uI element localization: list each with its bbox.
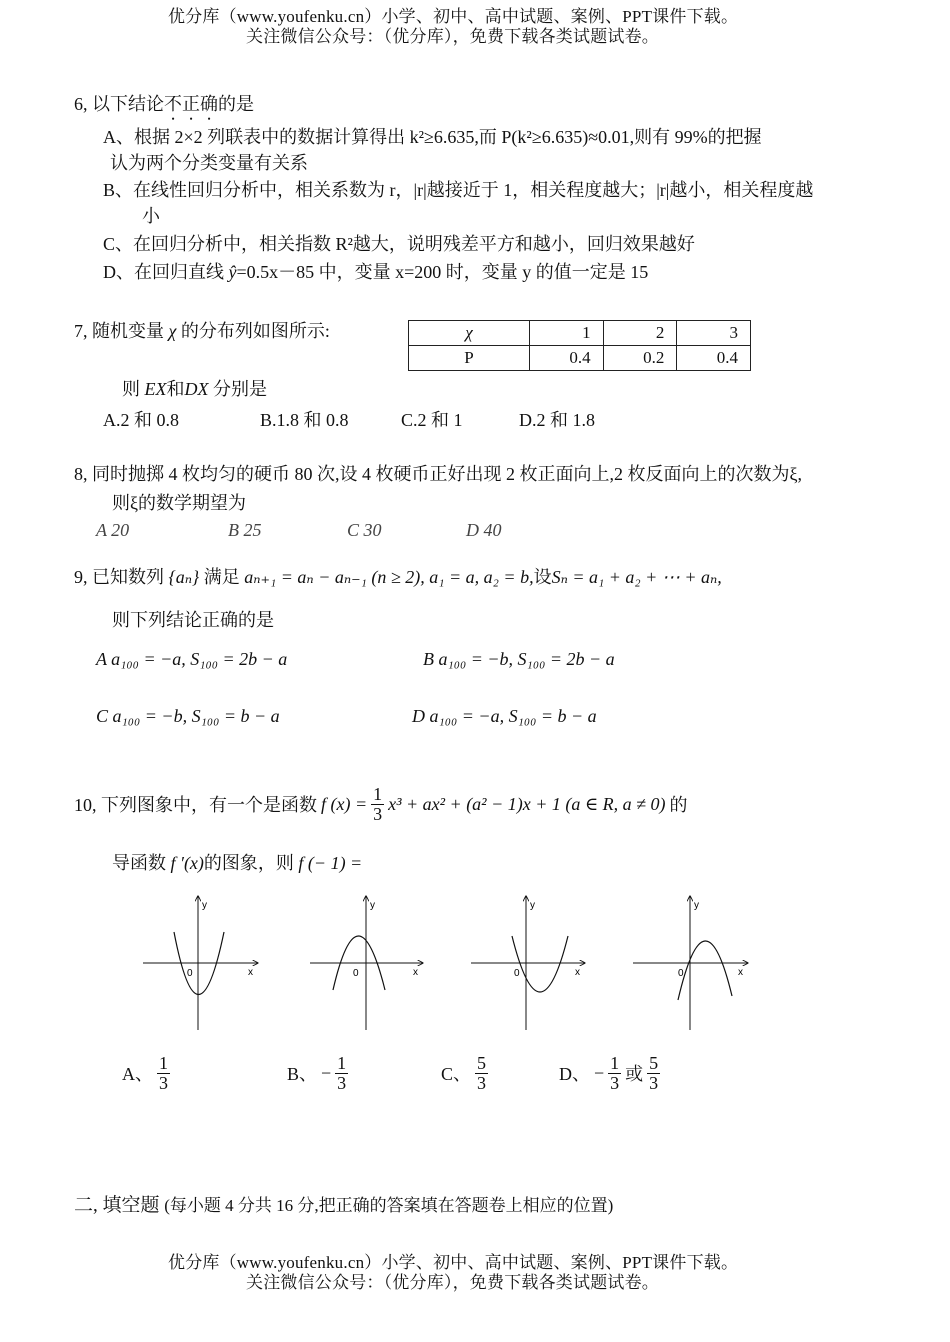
- graph-a: [143, 896, 258, 1030]
- q6-stem-post: 的是: [218, 94, 254, 114]
- q6-option-b-line2: 小: [142, 206, 160, 226]
- q7-ask-dx: DX: [184, 379, 209, 399]
- q7-stem-var: χ: [168, 321, 177, 341]
- q10-option-d-or: 或: [625, 1064, 644, 1084]
- q7-table-cell: 0.4: [530, 346, 604, 371]
- q9-option-d: D a₁₀₀ = −a, S₁₀₀ = b − a: [412, 706, 597, 726]
- q6-option-b-line1: B、在线性回归分析中，相关系数为 r，|r|越接近于 1，相关程度越大；|r|越小，相关程度越: [103, 180, 814, 200]
- frac-den: 3: [159, 1072, 168, 1093]
- q10-graphs: [138, 892, 758, 1034]
- q8-option-a: A 20: [96, 520, 130, 540]
- q10-stem-post: 的: [669, 795, 688, 815]
- frac-num: 5: [649, 1052, 659, 1073]
- graph-d-y-label: y: [694, 900, 699, 911]
- q7-stem: [74, 317, 330, 343]
- q10-line2-mid: 的图象，则: [203, 853, 294, 873]
- q9-set-word: 设: [533, 567, 552, 587]
- q10-line2-pre: 导函数: [112, 853, 166, 873]
- q6-d-post: =0.5x－85 中，变量 x=200 时，变量 y 的值一定是 15: [236, 262, 649, 282]
- q9-option-b: B a₁₀₀ = −b, S₁₀₀ = 2b − a: [423, 649, 615, 669]
- q10-option-a-label: A、: [122, 1064, 153, 1084]
- q10-fraction: [371, 785, 384, 824]
- graph-d-curve: [678, 941, 732, 1000]
- q8-stem-line2: 则ξ的数学期望为: [112, 493, 247, 513]
- frac-num: 1: [610, 1052, 620, 1073]
- q7-stem-post: 的分布列如图所示:: [180, 321, 330, 341]
- footer-line-2: 关注微信公众号：（优分库），免费下载各类试题试卷。: [246, 1273, 659, 1292]
- q10-option-d-sign: −: [594, 1062, 605, 1083]
- q10-option-a: [122, 1045, 170, 1101]
- q10-option-b-frac: [335, 1054, 348, 1093]
- q10-frac-den: 3: [373, 803, 383, 824]
- section-2-title: 二, 填空题: [74, 1195, 160, 1216]
- q7-table-cell: 3: [677, 321, 751, 346]
- q7-ask-post: 分别是: [213, 379, 267, 399]
- q8-option-d: D 40: [466, 520, 502, 540]
- frac-num: 5: [477, 1052, 487, 1073]
- section-2-heading: [74, 1190, 613, 1217]
- q10-ask: f (− 1) =: [298, 853, 363, 873]
- q9-option-c: C a₁₀₀ = −b, S₁₀₀ = b − a: [96, 706, 280, 726]
- graph-c-curve: [512, 936, 568, 992]
- q10-option-b: [287, 1045, 348, 1101]
- graph-b-origin: 0: [353, 968, 359, 979]
- q6-d-pre: D、在回归直线: [103, 262, 224, 282]
- section-2-note: (每小题 4 分共 16 分,把正确的答案填在答题卷上相应的位置): [164, 1196, 614, 1215]
- graph-a-x-label: x: [248, 967, 253, 978]
- q9-stem-mid: 满足: [203, 567, 240, 587]
- q10-fprime: f ′(x): [170, 853, 204, 873]
- q6-stem-emphasis: 不正确: [164, 94, 218, 114]
- q7-table-cell: 0.4: [677, 346, 751, 371]
- q7-option-d: D.2 和 1.8: [519, 410, 595, 430]
- q7-ask-and: 和: [166, 379, 185, 399]
- q10-option-d-label: D、: [559, 1064, 590, 1084]
- q7-table-cell: 2: [603, 321, 677, 346]
- q9-option-a: A a₁₀₀ = −a, S₁₀₀ = 2b − a: [96, 649, 288, 669]
- q8-option-c: C 30: [347, 520, 382, 540]
- q10-option-c-label: C、: [441, 1064, 472, 1084]
- q10-f-rhs: x³ + ax² + (a² − 1)x + 1 (a ∈ R, a ≠ 0): [388, 793, 666, 814]
- q10-f-lhs: f (x) =: [321, 793, 368, 814]
- q10-stem-pre: 10, 下列图象中，有一个是函数: [74, 795, 317, 815]
- graph-b: [310, 896, 423, 1030]
- q10-option-d-frac1: [608, 1054, 621, 1093]
- q9-sum-def: Sₙ = a₁ + a₂ + ⋯ + aₙ,: [551, 567, 722, 587]
- q6-option-d: [103, 258, 648, 284]
- q9-recurrence: aₙ₊₁ = aₙ − aₙ₋₁ (n ≥ 2), a₁ = a, a₂ = b,: [244, 567, 534, 587]
- graph-c-x-label: x: [575, 967, 580, 978]
- q7-table-cell: χ: [409, 321, 530, 346]
- q10-option-b-label: B、: [287, 1064, 318, 1084]
- q10-option-a-frac: [157, 1054, 170, 1093]
- q10-stem: [74, 779, 688, 829]
- q10-option-c: [441, 1045, 488, 1101]
- graph-c-origin: 0: [514, 968, 520, 979]
- q8-stem-line1: 8, 同时抛掷 4 枚均匀的硬币 80 次,设 4 枚硬币正好出现 2 枚正面向上,2 枚反面向上的次数为ξ,: [74, 464, 803, 484]
- frac-den: 3: [649, 1072, 659, 1093]
- q6-stem: [74, 90, 254, 124]
- q6-option-a-line1: A、根据 2×2 列联表中的数据计算得出 k²≥6.635,而 P(k²≥6.635)≈0.01,则有 99%的把握: [103, 127, 762, 147]
- q6-option-c: C、在回归分析中，相关指数 R²越大，说明残差平方和越小，回归效果越好: [103, 234, 695, 254]
- frac-den: 3: [477, 1072, 487, 1093]
- graph-c-y-label: y: [530, 900, 535, 911]
- q7-ask: [122, 375, 267, 401]
- q7-table-cell: P: [409, 346, 530, 371]
- q9-stem-line2: 则下列结论正确的是: [112, 610, 274, 630]
- q7-distribution-table: [408, 320, 751, 371]
- graph-c: [471, 896, 585, 1030]
- q7-table-cell: 1: [530, 321, 604, 346]
- q10-option-d: [559, 1045, 660, 1101]
- q10-option-b-sign: −: [321, 1062, 332, 1083]
- q6-d-yhat: ŷ: [228, 262, 237, 282]
- q7-table-header-row: [409, 321, 751, 346]
- q10-stem-line2: [112, 849, 362, 875]
- q7-table-cell: 0.2: [603, 346, 677, 371]
- q10-frac-num: 1: [373, 783, 383, 804]
- q9-sequence: {aₙ}: [168, 567, 200, 587]
- header-line-2: 关注微信公众号：（优分库），免费下载各类试题试卷。: [246, 27, 659, 46]
- q7-option-b: B.1.8 和 0.8: [260, 410, 349, 430]
- q10-option-c-frac: [475, 1054, 488, 1093]
- header-line-1: 优分库（www.youfenku.cn）小学、初中、高中试题、案例、PPT课件下载。: [168, 7, 739, 26]
- q7-option-c: C.2 和 1: [401, 410, 463, 430]
- q7-stem-pre: 7, 随机变量: [74, 321, 164, 341]
- graph-d: [633, 896, 748, 1030]
- q7-ask-ex: EX: [144, 379, 167, 399]
- q8-option-b: B 25: [228, 520, 262, 540]
- graph-b-x-label: x: [413, 967, 418, 978]
- q7-ask-pre: 则: [122, 379, 140, 399]
- graph-d-x-label: x: [738, 967, 743, 978]
- frac-den: 3: [610, 1072, 620, 1093]
- q7-option-a: A.2 和 0.8: [103, 410, 179, 430]
- frac-num: 1: [159, 1052, 168, 1073]
- frac-den: 3: [337, 1072, 347, 1093]
- graph-d-origin: 0: [678, 968, 684, 979]
- q9-stem-pre: 9, 已知数列: [74, 567, 164, 587]
- graph-b-y-label: y: [370, 900, 375, 911]
- q6-option-a-line2: 认为两个分类变量有关系: [110, 153, 308, 173]
- graph-a-y-label: y: [202, 900, 207, 911]
- footer-line-1: 优分库（www.youfenku.cn）小学、初中、高中试题、案例、PPT课件下载。: [168, 1253, 739, 1272]
- q6-stem-pre: 6, 以下结论: [74, 94, 164, 114]
- q9-stem: [74, 563, 722, 589]
- frac-num: 1: [337, 1052, 347, 1073]
- graph-a-origin: 0: [187, 968, 193, 979]
- q10-option-d-frac2: [647, 1054, 660, 1093]
- q7-table-prob-row: [409, 346, 751, 371]
